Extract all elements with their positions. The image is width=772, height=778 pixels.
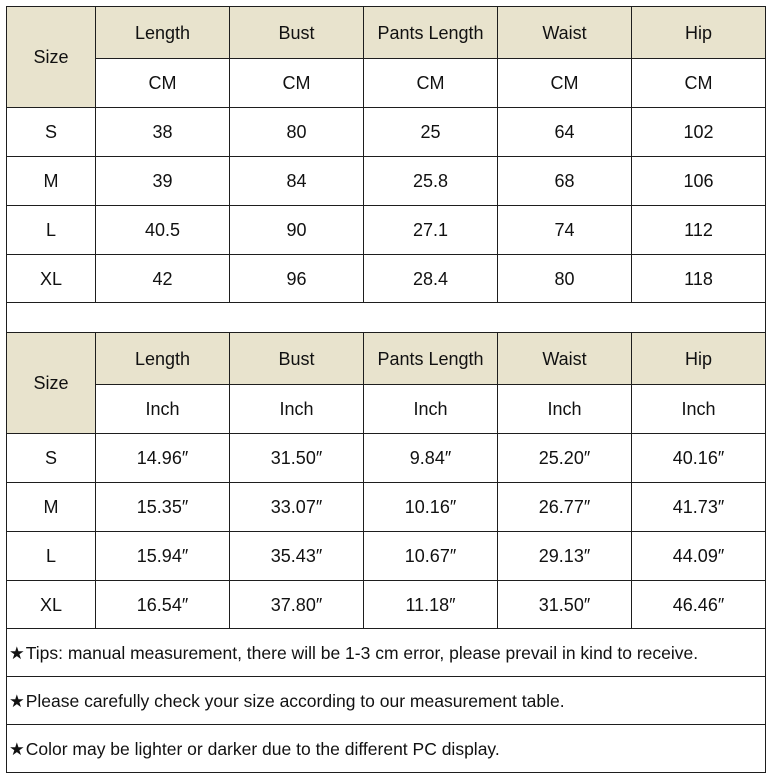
- unit-cell: CM: [632, 59, 766, 108]
- value-cell: 41.73″: [632, 483, 766, 532]
- value-cell: 64: [498, 108, 632, 157]
- table-row: [7, 483, 766, 532]
- value-cell: 38: [96, 108, 230, 157]
- value-cell: 10.16″: [364, 483, 498, 532]
- value-cell: 25.20″: [498, 434, 632, 483]
- table-spacer: [7, 303, 766, 333]
- size-chart: [6, 6, 766, 773]
- value-cell: 90: [230, 206, 364, 255]
- value-cell: 27.1: [364, 206, 498, 255]
- table-row: [7, 108, 766, 157]
- size-header-cm: Size: [7, 7, 96, 108]
- value-cell: 102: [632, 108, 766, 157]
- table-row: [7, 206, 766, 255]
- value-cell: 80: [498, 255, 632, 303]
- column-header-bust: Bust: [230, 7, 364, 59]
- size-header-inch: Size: [7, 333, 96, 434]
- note-text: Color may be lighter or darker due to the different PC display.: [25, 738, 500, 759]
- value-cell: 11.18″: [364, 581, 498, 629]
- note-text: Please carefully check your size according to our measurement table.: [25, 690, 565, 711]
- size-cell: L: [7, 532, 96, 581]
- value-cell: 15.94″: [96, 532, 230, 581]
- value-cell: 42: [96, 255, 230, 303]
- column-header-hip: Hip: [632, 333, 766, 385]
- unit-cell: CM: [364, 59, 498, 108]
- column-header-pants-length: Pants Length: [364, 7, 498, 59]
- unit-cell: CM: [230, 59, 364, 108]
- note-row: [7, 677, 766, 725]
- size-cell: S: [7, 434, 96, 483]
- value-cell: 112: [632, 206, 766, 255]
- unit-cell: Inch: [96, 385, 230, 434]
- column-header-waist: Waist: [498, 333, 632, 385]
- unit-cell: Inch: [498, 385, 632, 434]
- value-cell: 96: [230, 255, 364, 303]
- note-text: Tips: manual measurement, there will be 1-3 cm error, please prevail in kind to receive.: [25, 642, 699, 663]
- size-cell: M: [7, 157, 96, 206]
- value-cell: 118: [632, 255, 766, 303]
- star-icon: ★: [9, 642, 25, 663]
- value-cell: 14.96″: [96, 434, 230, 483]
- note-row: [7, 725, 766, 773]
- unit-cell: Inch: [632, 385, 766, 434]
- value-cell: 40.5: [96, 206, 230, 255]
- value-cell: 44.09″: [632, 532, 766, 581]
- column-header-length: Length: [96, 333, 230, 385]
- value-cell: 33.07″: [230, 483, 364, 532]
- value-cell: 84: [230, 157, 364, 206]
- value-cell: 15.35″: [96, 483, 230, 532]
- size-cell: M: [7, 483, 96, 532]
- table-row: [7, 532, 766, 581]
- value-cell: 28.4: [364, 255, 498, 303]
- value-cell: 37.80″: [230, 581, 364, 629]
- value-cell: 31.50″: [498, 581, 632, 629]
- column-header-hip: Hip: [632, 7, 766, 59]
- size-cell: XL: [7, 581, 96, 629]
- star-icon: ★: [9, 738, 25, 759]
- value-cell: 26.77″: [498, 483, 632, 532]
- size-cell: S: [7, 108, 96, 157]
- value-cell: 16.54″: [96, 581, 230, 629]
- value-cell: 10.67″: [364, 532, 498, 581]
- table-row: [7, 581, 766, 629]
- value-cell: 80: [230, 108, 364, 157]
- value-cell: 74: [498, 206, 632, 255]
- size-cell: L: [7, 206, 96, 255]
- table-row: [7, 157, 766, 206]
- unit-cell: CM: [96, 59, 230, 108]
- value-cell: 25: [364, 108, 498, 157]
- note-row: [7, 629, 766, 677]
- value-cell: 40.16″: [632, 434, 766, 483]
- value-cell: 9.84″: [364, 434, 498, 483]
- table-row: [7, 255, 766, 303]
- value-cell: 106: [632, 157, 766, 206]
- unit-cell: CM: [498, 59, 632, 108]
- value-cell: 46.46″: [632, 581, 766, 629]
- unit-cell: Inch: [364, 385, 498, 434]
- value-cell: 31.50″: [230, 434, 364, 483]
- table-row: [7, 434, 766, 483]
- value-cell: 35.43″: [230, 532, 364, 581]
- column-header-bust: Bust: [230, 333, 364, 385]
- size-cell: XL: [7, 255, 96, 303]
- value-cell: 39: [96, 157, 230, 206]
- star-icon: ★: [9, 690, 25, 711]
- column-header-pants-length: Pants Length: [364, 333, 498, 385]
- value-cell: 68: [498, 157, 632, 206]
- value-cell: 25.8: [364, 157, 498, 206]
- value-cell: 29.13″: [498, 532, 632, 581]
- column-header-length: Length: [96, 7, 230, 59]
- column-header-waist: Waist: [498, 7, 632, 59]
- unit-cell: Inch: [230, 385, 364, 434]
